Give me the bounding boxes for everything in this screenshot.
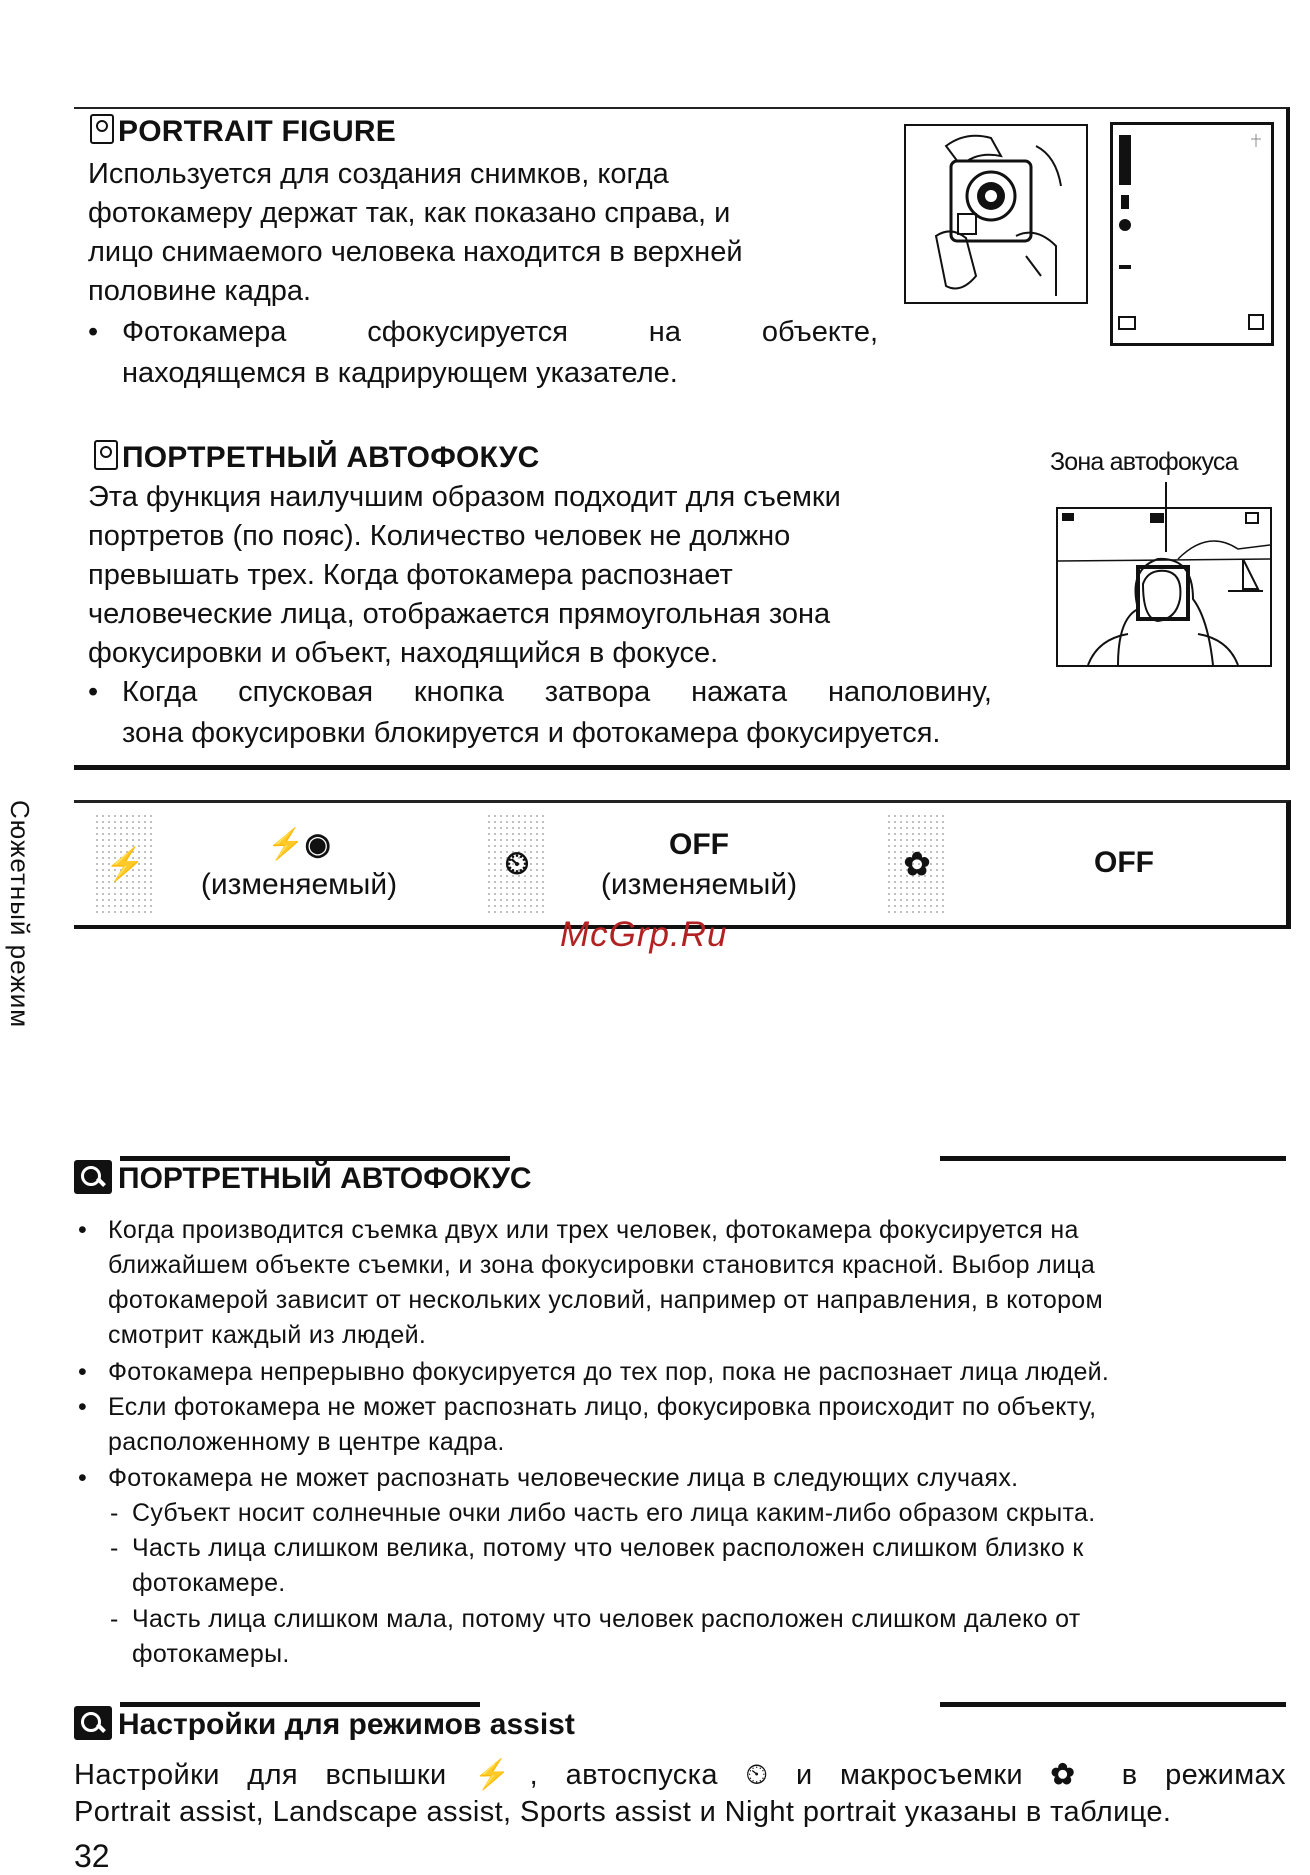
- text-line: человеческие лица, отображается прямоугольная зона: [88, 598, 831, 630]
- portrait-figure-title: PORTRAIT FIGURE: [90, 114, 396, 149]
- portrait-af-text: [88, 478, 1048, 673]
- text-line: Если фотокамера не может распознать лицо, фокусировка происходит по объекту,: [108, 1393, 1097, 1421]
- note-icon: [74, 1160, 112, 1194]
- text-line: лицо снимаемого человека находится в верхней: [88, 236, 743, 268]
- bullet-icon: •: [88, 676, 99, 708]
- note-af-heading: ПОРТРЕТНЫЙ АВТОФОКУС: [74, 1160, 532, 1196]
- text-line: портретов (по пояс). Количество человек не должно: [88, 520, 791, 552]
- note-af-bullet-4: • Фотокамера не может распознать человеческие лица в следующих случаях.: [108, 1461, 1286, 1496]
- macro-icon: ✿: [903, 846, 931, 882]
- portrait-figure-icon: [90, 114, 114, 144]
- text-line: фотокамерой зависит от нескольких условий, например от направления, в котором: [108, 1286, 1103, 1314]
- text-line: половине кадра.: [88, 275, 312, 307]
- self-timer-setting: [574, 825, 824, 905]
- text-line: фотокамеру держат так, как показано справа, и: [88, 197, 731, 229]
- flash-cell: [94, 813, 156, 913]
- text-line: Когда производится съемка двух или трех человек, фотокамера фокусируется на: [108, 1216, 1079, 1244]
- text-line: расположенному в центре кадра.: [108, 1428, 505, 1456]
- note-af-bullet-2: • Фотокамера непрерывно фокусируется до тех пор, пока не распознает лица людей.: [108, 1355, 1286, 1390]
- flash-value: ⚡◉: [267, 828, 331, 861]
- portrait-figure-bullet: • Фотокамера сфокусируется на объекте,: [122, 312, 878, 353]
- bullet-icon: •: [78, 1464, 88, 1492]
- flash-icon: ⚡: [474, 1759, 530, 1791]
- self-timer-note: (изменяемый): [600, 868, 798, 901]
- self-timer-value: OFF: [669, 828, 729, 861]
- note-af-bullet-1: [78, 1213, 1286, 1353]
- flash-note: (изменяемый): [200, 868, 398, 901]
- text-line: фотокамеры.: [132, 1640, 290, 1668]
- af-zone-caption: Зона автофокуса: [1050, 448, 1238, 476]
- note-af-bullet-3: [78, 1390, 1286, 1460]
- page-number: 32: [74, 1838, 110, 1874]
- note-rule-right: [940, 1702, 1286, 1707]
- note-af-sub-1: - Субъект носит солнечные очки либо часть его лица каким-либо образом скрыта.: [132, 1496, 1286, 1531]
- text-line: смотрит каждый из людей.: [108, 1321, 427, 1349]
- bullet-icon: •: [78, 1216, 88, 1244]
- text-line: Эта функция наилучшим образом подходит для съемки: [88, 481, 841, 513]
- dash-marker: -: [110, 1534, 119, 1562]
- side-section-label: Сюжетный режим: [5, 800, 35, 1029]
- text-line: ближайшем объекте съемки, и зона фокусировки становится красной. Выбор лица: [108, 1251, 1096, 1279]
- note-assist-heading: Настройки для режимов assist: [74, 1706, 575, 1742]
- portrait-figure-bullet-cont: находящемся в кадрирующем указателе.: [122, 357, 678, 389]
- assist-settings-table: [74, 800, 1291, 929]
- text-line: Часть лица слишком мала, потому что человек расположен слишком далеко от: [132, 1605, 1081, 1633]
- bullet-icon: •: [78, 1393, 88, 1421]
- camera-hold-illustration: [904, 124, 1088, 304]
- dash-marker: -: [110, 1499, 119, 1527]
- portrait-af-icon: [94, 440, 118, 470]
- note-assist-line-1: Настройки для вспышки ⚡, автоспуска ⏲ и макросъемки ✿ в режимах: [74, 1759, 1286, 1791]
- macro-cell: [886, 813, 948, 913]
- portrait-af-bullet-cont: зона фокусировки блокируется и фотокамера фокусируется.: [122, 717, 941, 749]
- lcd-portrait-frame-illustration: [1110, 122, 1274, 346]
- self-timer-cell: [486, 813, 548, 913]
- text-line: превышать трех. Когда фотокамера распознает: [88, 559, 733, 591]
- bullet-icon: •: [88, 316, 99, 348]
- self-timer-icon: ⏲: [745, 1759, 769, 1791]
- note-af-sub-2: [110, 1531, 1286, 1601]
- portrait-figure-text: [88, 155, 908, 311]
- dash-marker: -: [110, 1605, 119, 1633]
- af-sample-illustration: [1056, 507, 1272, 667]
- note-rule-right: [940, 1156, 1286, 1161]
- text-line: фотокамере.: [132, 1569, 286, 1597]
- portrait-af-title: ПОРТРЕТНЫЙ АВТОФОКУС: [94, 440, 540, 475]
- macro-icon: ✿: [1050, 1759, 1095, 1791]
- bullet-icon: •: [78, 1358, 88, 1386]
- note-assist-line-2: Portrait assist, Landscape assist, Sports assist и Night portrait указаны в таблице.: [74, 1796, 1172, 1828]
- note-icon: [74, 1706, 112, 1740]
- note-af-sub-3: [110, 1602, 1286, 1672]
- portrait-af-bullet: • Когда спусковая кнопка затвора нажата наполовину,: [122, 672, 992, 713]
- macro-value: OFF: [1094, 846, 1154, 879]
- self-timer-icon: ⏲: [504, 845, 530, 881]
- flash-icon: ⚡: [105, 846, 145, 882]
- text-line: фокусировки и объект, находящийся в фокусе.: [88, 637, 719, 669]
- text-line: Часть лица слишком велика, потому что человек расположен слишком близко к: [132, 1534, 1084, 1562]
- macro-setting: [1024, 843, 1224, 883]
- flash-setting: [174, 825, 424, 905]
- text-line: Используется для создания снимков, когда: [88, 158, 669, 190]
- watermark: McGrp.Ru: [560, 915, 728, 954]
